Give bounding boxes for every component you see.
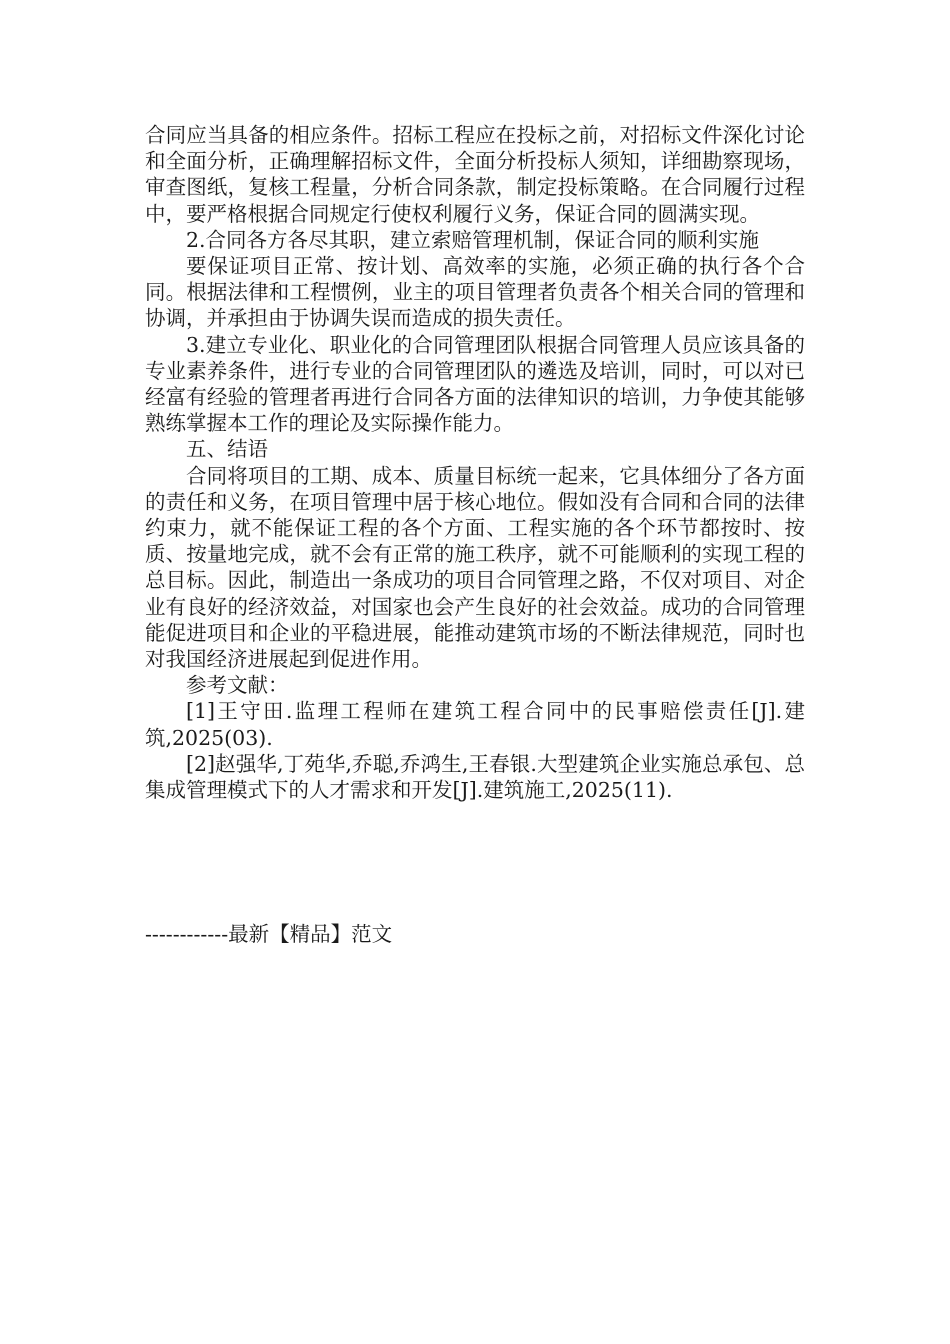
paragraph-contract-conditions: 合同应当具备的相应条件。招标工程应在投标之前，对招标文件深化讨论和全面分析，正确理解招标文件，全面分析投标人须知，详细勘察现场，审查图纸，复核工程量，分析合同条款，制定投标策略。在合同履行过程中，要严格根据合同规定行使权利履行义务，保证合同的圆满实现。: [145, 123, 805, 226]
paragraph-management-team: 3.建立专业化、职业化的合同管理团队根据合同管理人员应该具备的专业素养条件，进行专业的合同管理团队的遴选及培训，同时，可以对已经富有经验的管理者再进行合同各方面的法律知识的培训，力争使其能够熟练掌握本工作的理论及实际操作能力。: [145, 332, 805, 436]
reference-item: [2]赵强华,丁苑华,乔聪,乔鸿生,王春银.大型建筑企业实施总承包、总集成管理模式下的人才需求和开发[J].建筑施工,2025(11).: [145, 751, 805, 803]
document-body: [145, 122, 805, 803]
footer-text: ------------最新【精品】范文: [145, 922, 393, 946]
paragraph-conclusion: 合同将项目的工期、成本、质量目标统一起来，它具体细分了各方面的责任和义务，在项目管理中居于核心地位。假如没有合同和合同的法律约束力，就不能保证工程的各个方面、工程实施的各个环节都按时、按质、按量地完成，就不会有正常的施工秩序，就不可能顺利的实现工程的总目标。因此，制造出一条成功的项目合同管理之路，不仅对项目、对企业有良好的经济效益，对国家也会产生良好的社会效益。成功的合同管理能促进项目和企业的平稳进展，能推动建筑市场的不断法律规范，同时也对我国经济进展起到促进作用。: [145, 463, 805, 672]
paragraph-project-execution: 要保证项目正常、按计划、高效率的实施，必须正确的执行各个合同。根据法律和工程惯例，业主的项目管理者负责各个相关合同的管理和协调，并承担由于协调失误而造成的损失责任。: [145, 254, 805, 331]
heading-references: 参考文献：: [186, 673, 289, 698]
heading-conclusion: 五、结语: [186, 437, 268, 462]
reference-item: [1]王守田.监理工程师在建筑工程合同中的民事赔偿责任[J].建筑,2025(03).: [145, 699, 805, 750]
heading-claims-mechanism: 2.合同各方各尽其职，建立索赔管理机制，保证合同的顺利实施: [186, 227, 760, 252]
